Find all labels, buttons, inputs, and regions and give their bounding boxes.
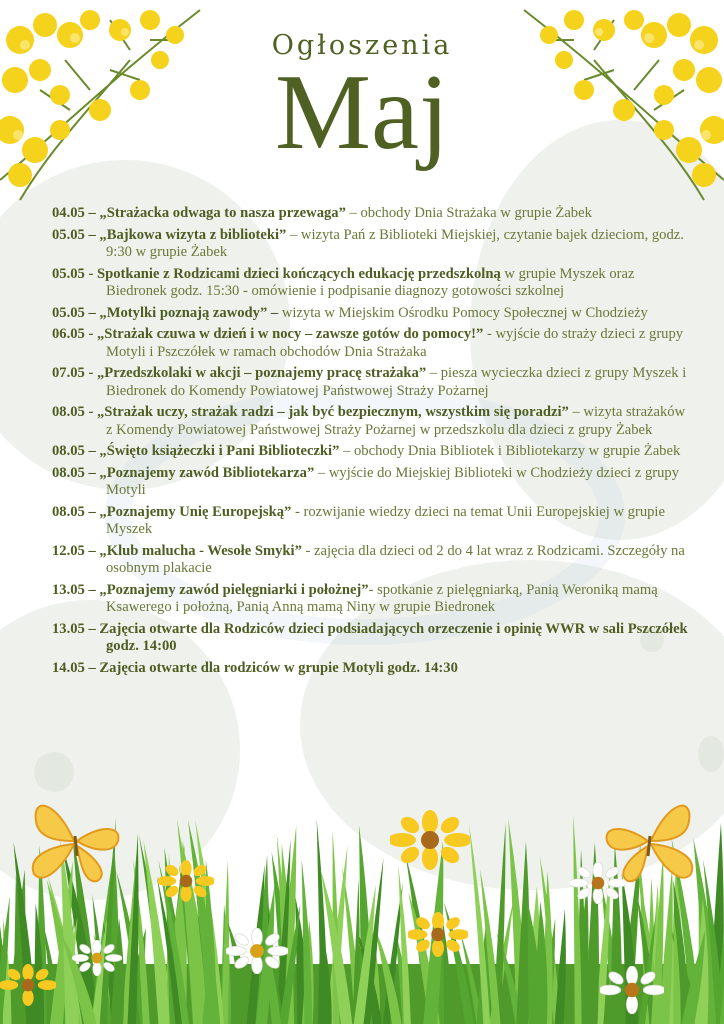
event-title: „Święto książeczki i Pani Biblioteczki”: [95, 443, 340, 459]
event-item: [52, 443, 692, 461]
event-date: 12.05 –: [52, 542, 96, 559]
event-date: 13.05 –: [52, 620, 96, 637]
event-item: [52, 404, 692, 439]
event-description: – obchody Dnia Strażaka w grupie Żabek: [345, 205, 592, 221]
event-description: - zajęcia dla dzieci od 2 do 4 lat wraz z Rodzicami. Szczegóły na osobnym plakacie: [106, 542, 685, 576]
events-list: [52, 205, 692, 681]
event-title: Zajęcia otwarte dla Rodziców dzieci podsiadających orzeczenie i opinię WWR w sali Pszczółek godz. 14:00: [95, 620, 688, 654]
event-title: Spotkanie z Rodzicami dzieci kończących edukację przedszkolną: [93, 265, 501, 282]
poster-title: Maj: [275, 53, 449, 172]
butterfly-left-icon: [22, 796, 127, 886]
event-date: 05.05 –: [52, 226, 96, 243]
event-title: „Bajkowa wizyta z biblioteki”: [95, 226, 287, 243]
event-item: [52, 660, 692, 678]
background-dot: [34, 752, 74, 792]
event-title: „Poznajemy zawód Bibliotekarza”: [95, 464, 315, 481]
event-date: 07.05 -: [52, 365, 94, 381]
event-description: – piesza wycieczka dzieci z grupy Myszek i Biedronek do Komendy Powiatowej Państwowej Straży Pożarnej: [106, 365, 687, 399]
event-item: [52, 365, 692, 400]
white-daisy-icon: [72, 940, 122, 976]
event-date: 06.05 -: [52, 326, 94, 342]
event-title: „Strażak uczy, strażak radzi – jak być bezpiecznym, wszystkim się poradzi”: [93, 404, 569, 420]
white-daisy-icon: [226, 928, 288, 974]
event-description: – obchody Dnia Bibliotek i Bibliotekarzy w grupie Żabek: [339, 443, 681, 459]
event-description: w grupie Myszek oraz Biedronek godz. 15:30 - omówienie i podpisanie diagnozy gotowości szkolnej: [106, 265, 635, 299]
event-title: „Strażacka odwaga to nasza przewaga”: [95, 205, 346, 221]
event-title: „Klub malucha - Wesołe Smyki”: [95, 542, 302, 559]
event-date: 05.05 -: [52, 265, 94, 282]
event-date: 14.05 –: [52, 659, 96, 676]
event-title: „Strażak czuwa w dzień i w nocy – zawsze gotów do pomocy!”: [93, 326, 484, 342]
event-item: [52, 326, 692, 361]
event-date: 04.05 –: [52, 205, 96, 221]
event-title: „Motylki poznają zawody” –: [95, 304, 279, 321]
event-title: „Przedszkolaki w akcji – poznajemy pracę strażaka”: [93, 365, 427, 381]
event-description: - spotkanie z pielęgniarką, Panią Weroniką mamą Ksawerego i położną, Panią Anną mamą Niny w grupie Biedronek: [106, 581, 658, 615]
event-title: Zajęcia otwarte dla rodziców w grupie Motyli godz. 14:30: [95, 659, 458, 676]
event-date: 08.05 –: [52, 464, 96, 481]
event-description: – wizyta Pań z Biblioteki Miejskiej, czytanie bajek dzieciom, godz. 9:30 w grupie Żabek: [106, 226, 684, 260]
event-item: [52, 465, 692, 500]
event-description: – wizyta strażaków z Komendy Powiatowej Państwowej Straży Pożarnej w przedszkolu dla dzieci z grupy Żabek: [106, 404, 686, 438]
event-description: - wyjście do straży dzieci z grupy Motyli i Pszczółek w ramach obchodów Dnia Strażaka: [106, 326, 684, 360]
event-item: [52, 205, 692, 223]
event-item: [52, 266, 692, 301]
event-item: [52, 227, 692, 262]
event-item: [52, 543, 692, 578]
yellow-daisy-icon: [408, 912, 468, 957]
white-daisy-icon: [570, 862, 626, 904]
event-date: 08.05 -: [52, 404, 94, 420]
poster-header: [0, 30, 724, 172]
event-item: [52, 504, 692, 539]
event-item: [52, 582, 692, 617]
event-description: – wyjście do Miejskiej Biblioteki w Chodzieży dzieci z grupy Motyli: [106, 464, 680, 498]
poster-subtitle: Ogłoszenia: [271, 30, 453, 61]
event-title: „Poznajemy zawód pielęgniarki i położnej”: [95, 581, 369, 598]
event-item: [52, 621, 692, 656]
event-description: - rozwijanie wiedzy dzieci na temat Unii Europejskiej w grupie Myszek: [106, 503, 665, 537]
event-item: [52, 305, 692, 323]
event-date: 05.05 –: [52, 304, 96, 321]
background-dot: [698, 736, 724, 772]
event-title: „Poznajemy Unię Europejską”: [95, 503, 292, 520]
white-daisy-icon: [600, 966, 664, 1014]
event-description: wizyta w Miejskim Ośrodku Pomocy Społecznej w Chodzieży: [278, 304, 648, 321]
event-date: 08.05 –: [52, 503, 96, 520]
yellow-daisy-icon: [158, 860, 214, 902]
yellow-daisy-icon: [0, 964, 56, 1006]
event-date: 13.05 –: [52, 581, 96, 598]
event-date: 08.05 –: [52, 443, 96, 459]
yellow-daisy-icon: [390, 810, 470, 870]
